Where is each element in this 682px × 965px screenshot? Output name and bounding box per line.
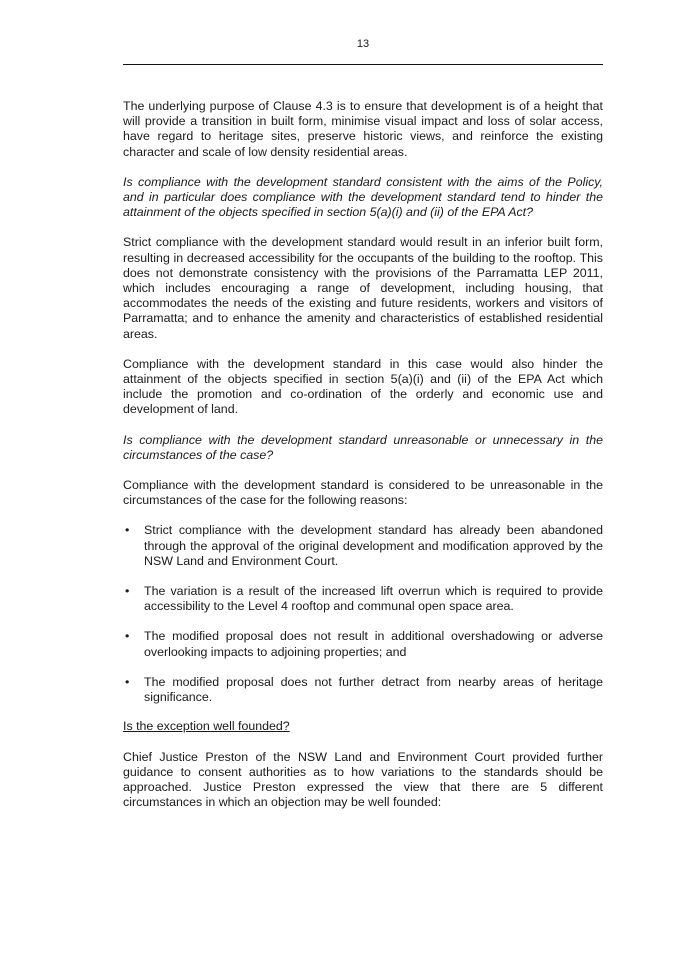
paragraph-reasons-intro: Compliance with the development standard is considered to be unreasonable in the circumstances of the case for the following reasons: — [123, 478, 603, 508]
reasons-list — [123, 523, 603, 705]
bullet-icon: • — [125, 523, 130, 538]
paragraph-strict-compliance: Strict compliance with the development standard would result in an inferior built form, resulting in decreased accessibility for the occupants of the building to the rooftop. This does not demonstrate consistency with the provisions of the Parramatta LEP 2011, which includes encouraging a range of development, including housing, that accommodates the needs of the existing and future residents, workers and visitors of Parramatta; and to enhance the amenity and characteristics of established residential areas. — [123, 235, 603, 341]
list-item — [123, 523, 603, 569]
header-divider — [123, 64, 603, 65]
list-item — [123, 629, 603, 659]
page-number: 13 — [356, 38, 370, 50]
question-unreasonable: Is compliance with the development standard unreasonable or unnecessary in the circumstances of the case? — [123, 432, 603, 462]
bullet-icon: • — [125, 629, 130, 644]
section-heading: Is the exception well founded? — [123, 719, 290, 734]
paragraph-preston-guidance: Chief Justice Preston of the NSW Land and Environment Court provided further guidance to consent authorities as to how variations to the standards should be approached. Justice Preston expressed the view that there are 5 different circumstances in which an objection may be well founded: — [123, 749, 603, 810]
list-item-text: The modified proposal does not further detract from nearby areas of heritage significance. — [144, 674, 603, 705]
list-item-text: The modified proposal does not result in additional overshadowing or adverse overlooking impacts to adjoining properties; and — [144, 629, 603, 659]
list-item-text: Strict compliance with the development standard has already been abandoned through the approval of the original development and modification approved by the NSW Land and Environment Court. — [144, 523, 603, 568]
document-body — [123, 99, 603, 810]
bullet-icon: • — [125, 584, 130, 599]
bullet-icon: • — [125, 674, 130, 689]
paragraph-epa-objects: Compliance with the development standard in this case would also hinder the attainment of the objects specified in section 5(a)(i) and (ii) of the EPA Act which include the promotion and co-ordination of the orderly and economic use and development of land. — [123, 356, 603, 417]
paragraph-clause-purpose: The underlying purpose of Clause 4.3 is to ensure that development is of a height that will provide a transition in built form, minimise visual impact and loss of solar access, have regard to heritage sites, preserve historic views, and reinforce the existing character and scale of low density residential areas. — [123, 99, 603, 159]
list-item — [123, 584, 603, 614]
list-item-text: The variation is a result of the increased lift overrun which is required to provide accessibility to the Level 4 rooftop and communal open space area. — [144, 584, 603, 614]
question-consistency: Is compliance with the development standard consistent with the aims of the Policy, and in particular does compliance with the development standard tend to hinder the attainment of the objects specified in section 5(a)(i) and (ii) of the EPA Act? — [123, 174, 603, 220]
list-item — [123, 675, 603, 705]
